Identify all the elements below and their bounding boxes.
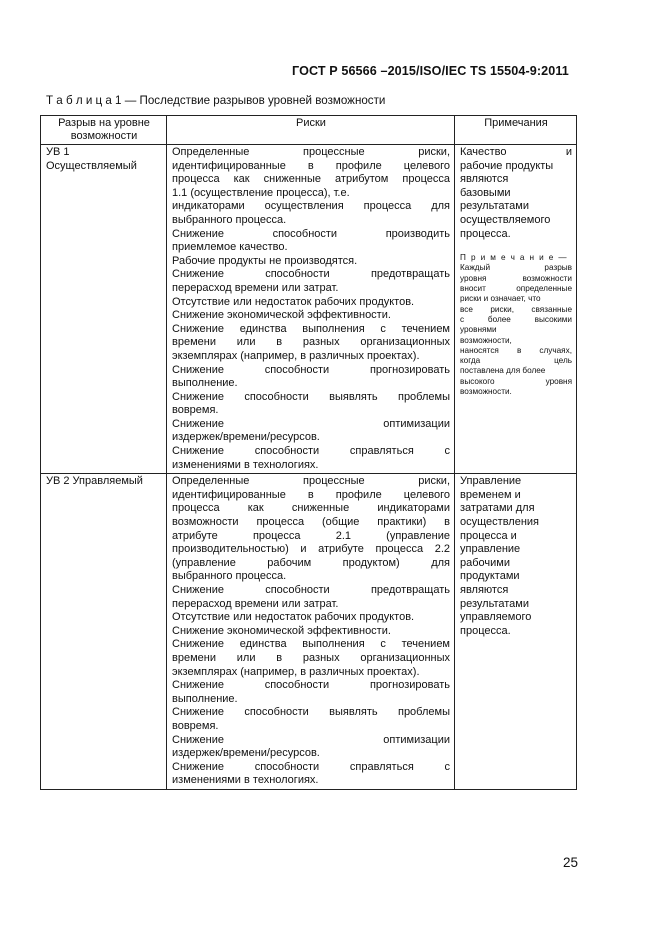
risk-line: возможности процесса (общие практики) в [172, 516, 450, 529]
risk-line: Рабочие продукты не производятся. [172, 254, 358, 267]
note-block-line: с более высокими [460, 314, 572, 324]
risk-line: идентифицированные в профиле целевого [172, 488, 450, 501]
note-line: продуктами [460, 570, 520, 583]
risk-line: Снижение способности выявлять проблемы [172, 706, 450, 719]
page-number: 25 [563, 855, 579, 870]
note-block-line: когда цель [460, 356, 572, 366]
risk-line: Снижение способности прогнозировать [172, 363, 450, 376]
risk-line: выбранного процесса. [172, 213, 287, 226]
risk-line: вовремя. [172, 719, 219, 732]
note-line: являются [460, 584, 509, 596]
column-header-risks: Риски [167, 116, 455, 145]
note-block-line: вносит определенные [460, 284, 572, 294]
column-header-gap: Разрыв на уровне возможности [41, 116, 167, 145]
note-line: осуществляемого [460, 213, 551, 226]
note-line: управление [460, 543, 521, 556]
risk-line: Снижение способности выявлять проблемы [172, 390, 450, 403]
risk-line: Снижение единства выполнения с течением [172, 322, 450, 335]
risk-line: процесса как сниженные атрибутом процесса [172, 173, 450, 186]
table-row [41, 145, 577, 474]
risk-line: изменениями в технологиях. [172, 774, 319, 787]
risk-line: Снижение способности справляться с [172, 445, 450, 458]
gap-level-text: УВ 1 [46, 146, 70, 158]
risk-line: перерасход времени или затрат. [172, 281, 339, 294]
note-line: процесса. [460, 624, 511, 637]
note-block-line: высокого уровня [460, 376, 572, 386]
gap-level-text: Осуществляемый [46, 159, 137, 172]
risk-line: приемлемое качество. [172, 241, 288, 254]
note-block-line: Каждый разрыв [460, 263, 572, 273]
gap-level-cell [41, 145, 167, 474]
risk-line: экземплярах (например, в различных проектах). [172, 665, 420, 678]
note-block-line: наносятся в случаях, [460, 345, 572, 355]
risk-line: издержек/времени/ресурсов. [172, 747, 320, 760]
risk-line: Снижение способности предотвращать [172, 268, 450, 281]
table-caption: Т а б л и ц а 1 — Последствие разрывов уровней возможности [46, 94, 386, 107]
risk-line: Снижение экономической эффективности. [172, 309, 391, 322]
risk-line: Снижение способности справляться с [172, 760, 450, 773]
note-line: управляемого [460, 611, 532, 624]
note-line: Качество и [460, 146, 572, 158]
note-block-line: поставлена для более [460, 366, 546, 376]
risk-line: Определенные процессные риски, [172, 475, 450, 488]
table-header-row [41, 116, 577, 145]
risk-line: (управление рабочим продуктом) для [172, 556, 450, 569]
note-line: рабочие продукты [460, 159, 554, 172]
risk-line: выполнение. [172, 692, 238, 705]
risk-line: вовремя. [172, 404, 219, 417]
note-block-line: уровнями [460, 325, 497, 335]
gap-level-cell [41, 474, 167, 790]
note-block-line: уровня возможности [460, 273, 572, 283]
note-line: осуществления [460, 516, 540, 529]
note-block-line: возможности, [460, 335, 512, 345]
note-line: процесса и [460, 529, 517, 542]
risk-line: перерасход времени или затрат. [172, 597, 339, 610]
table-row [41, 474, 577, 790]
note-line: затратами для [460, 502, 535, 515]
note-title: П р и м е ч а н и е — [460, 253, 568, 263]
risk-line: Снижение способности прогнозировать [172, 679, 450, 692]
risk-line: Отсутствие или недостаток рабочих продуктов. [172, 611, 415, 624]
risk-line: издержек/времени/ресурсов. [172, 431, 320, 444]
column-header-notes: Примечания [455, 116, 577, 145]
risks-cell [167, 474, 455, 790]
note-line: являются [460, 173, 509, 186]
risk-line: индикаторами осуществления процесса для [172, 200, 450, 213]
risk-line: Снижение оптимизации [172, 733, 450, 746]
risk-line: Снижение единства выполнения с течением [172, 638, 450, 651]
note-line: временем и [460, 488, 521, 501]
risk-line: процесса как сниженные индикаторами [172, 502, 450, 515]
notes-cell [455, 145, 577, 474]
risk-line: Снижение способности предотвращать [172, 584, 450, 596]
note-line: процесса. [460, 227, 511, 240]
risk-line: Снижение способности производить [172, 227, 450, 240]
note-line: результатами [460, 597, 529, 610]
risk-line: выбранного процесса. [172, 570, 287, 583]
risk-line: выполнение. [172, 377, 238, 390]
note-block [460, 253, 572, 397]
note-block-line: все риски, связанные [460, 304, 572, 314]
risk-line: 1.1 (осуществление процесса), т.е. [172, 186, 350, 199]
risk-line: Определенные процессные риски, [172, 146, 450, 158]
risk-line: идентифицированные в профиле целевого [172, 159, 450, 172]
note-line: результатами [460, 200, 529, 213]
risk-line: Отсутствие или недостаток рабочих продуктов. [172, 295, 415, 308]
risk-line: времени или в разных организационных [172, 336, 450, 349]
risk-line: Снижение экономической эффективности. [172, 624, 391, 637]
risks-cell [167, 145, 455, 474]
note-block-line: риски и означает, что [460, 294, 541, 304]
risk-line: экземплярах (например, в различных проектах). [172, 349, 420, 362]
risk-line: атрибуте процесса 2.1 (управление [172, 529, 450, 542]
risk-line: производительностью) и атрибуте процесса 2.2 [172, 543, 450, 556]
standard-header: ГОСТ Р 56566 –2015/ISO/IEC TS 15504-9:2011 [292, 64, 569, 78]
note-line: рабочими [460, 556, 510, 569]
note-line: базовыми [460, 186, 511, 199]
risk-line: времени или в разных организационных [172, 651, 450, 664]
consequences-table [40, 115, 577, 790]
notes-cell [455, 474, 577, 790]
risk-line: Снижение оптимизации [172, 417, 450, 430]
note-line: Управление [460, 475, 522, 488]
risk-line: изменениями в технологиях. [172, 458, 319, 471]
gap-level-text: УВ 2 Управляемый [46, 475, 143, 488]
note-block-line: возможности. [460, 387, 512, 397]
